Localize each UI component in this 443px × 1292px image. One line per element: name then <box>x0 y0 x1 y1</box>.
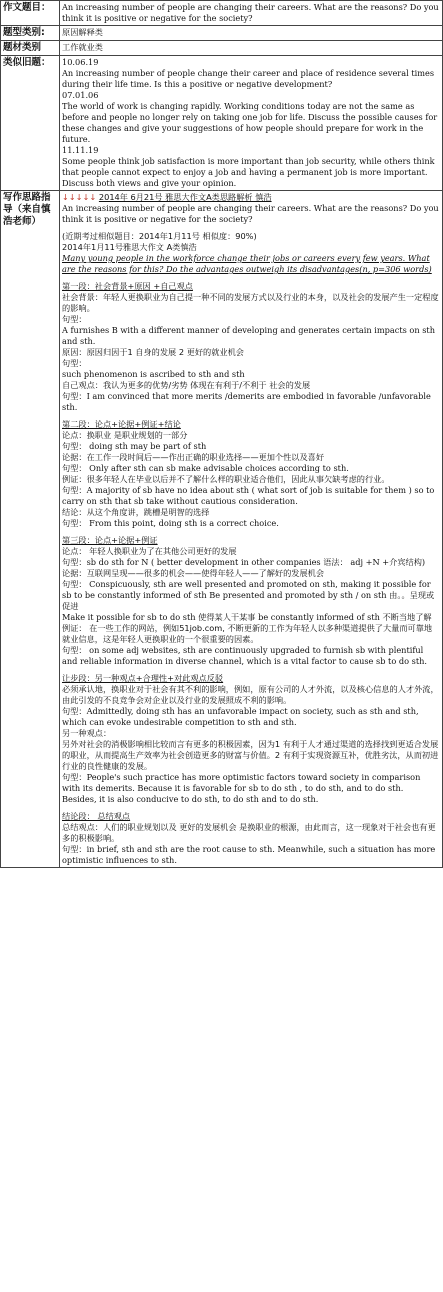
para2-line: 句型： doing sth may be part of sth <box>62 441 207 451</box>
para4-heading: 让步段：另一种观点+合理性+对此观点反驳 <box>62 673 224 683</box>
type-text: 原因解释类 <box>60 26 443 41</box>
para1-heading: 第一段：社会背景+原因 +自己观点 <box>62 281 193 291</box>
material-text: 工作就业类 <box>60 41 443 56</box>
para1-line: A furnishes B with a different manner of developing and generates certain impacts on sth and sth. <box>62 325 435 346</box>
similar-question: An increasing number of people change their career and place of residence several times during their life time. Is this a positive or negative development? <box>62 68 435 89</box>
label-type: 题型类别: <box>1 26 60 41</box>
para2-line: 论据：在工作一段时间后——作出正确的职业选择——更加个性以及喜好 <box>62 452 325 462</box>
para2-line: 句型： From this point, doing sth is a correct choice. <box>62 518 279 528</box>
para3-line: 句型：sb do sth for N ( better development in other companies 语法： adj +N +介宾结构) <box>62 557 426 567</box>
row-similar <box>1 56 443 191</box>
para4-line: 必须承认地，换职业对于社会有其不利的影响，例如，原有公司的人才外流，以及核心信息的人才外流，由此引发的不良竞争会对企业以及行业的发展照成不利的影响。 <box>62 684 439 705</box>
para3-line: Make it possible for sb to do sth 使得某人干某事 be constantly informed of sth 不断当地了解 <box>62 612 432 622</box>
para2-line: 结论：从这个角度讲，跳槽是明智的选择 <box>62 507 210 517</box>
para1-line: 自己观点：我认为更多的优势/劣势 体现在有利于/不利于 社会的发展 <box>62 380 311 390</box>
guide-topic: An increasing number of people are changing their careers. What are the reasons? Do you think it is positive or negative for the society? <box>62 203 439 224</box>
para2-heading: 第二段：论点+论据+例证+结论 <box>62 419 181 429</box>
para4-line: 句型：People's such practice has more optimistic factors toward society in comparison with its demerits. Because it is favorable for sb to do sth , to do sth, and to do sth. Besides, it is also conducive to do sth, to do sth and to do sth. <box>62 772 421 804</box>
label-similar: 类似旧题： <box>1 56 60 191</box>
para1-line: 社会背景：年轻人更换职业为自己提一种不同的发展方式以及行业的本身，以及社会的发展产生一定程度的影响。 <box>62 292 439 313</box>
para3-line: 句型： on some adj websites, sth are continuously upgraded to furnish sb with plentiful and reliable information in diverse channel, which is a vital factor to cause sb to do sth. <box>62 645 428 666</box>
para3-line: 句型： Conspicuously, sth are well presented and promoted on sth, making it possible for sb to be constantly informed of sth Be presented and promoted by sth / on sth 由。。呈现或促进 <box>62 579 435 611</box>
para2-line: 句型： Only after sth can sb make advisable choices according to sth. <box>62 463 349 473</box>
row-topic <box>1 1 443 26</box>
para2-line: 句型：A majority of sb have no idea about sth ( what sort of job is suitable for them ) so to carry on sth that sb take without cautious consideration. <box>62 485 435 506</box>
para3-line: 论据：互联网呈现——很多的机会——使得年轻人——了解好的发展机会 <box>62 568 325 578</box>
recent-question: Many young people in the workforce change their jobs or careers every few years. What are the reasons for this? Do the advantages outweigh its disadvantages(n, p=306 words) <box>62 253 432 274</box>
para1-line: 句型：I am convinced that more merits /demerits are embodied in favorable /unfavorable sth. <box>62 391 431 412</box>
label-topic: 作文题目： <box>1 1 60 26</box>
bullet-marks-icon: ↓↓↓↓↓ <box>62 192 99 202</box>
para2-line: 论点：换职业 是职业规划的一部分 <box>62 430 188 440</box>
recent-date: 2014年1月11号雅思大作文 A类慎浩 <box>62 242 197 252</box>
guide-content <box>60 191 443 868</box>
conclusion-heading: 结论段： 总结观点 <box>62 811 131 821</box>
similar-date: 07.01.06 <box>62 90 99 100</box>
para1-line: such phenomenon is ascribed to sth and sth <box>62 369 245 379</box>
para3-line: 例证： 在一些工作的网站，例如51job.com, 不断更新的工作为年轻人以多种渠道提供了大量而可靠地就业信息，这是年轻人更换职业的一个很重要的因素。 <box>62 623 433 644</box>
label-guide: 写作思路指导（来自慎浩老师） <box>1 191 60 868</box>
label-material: 题材类别 <box>1 41 60 56</box>
para4-line: 另一种观点： <box>62 728 112 738</box>
para2-line: 例证：很多年轻人在毕业以后并不了解什么样的职业适合他们，因此从事欠缺考虑的行业。 <box>62 474 390 484</box>
conclusion-line: 句型：in brief, sth and sth are the root cause to sth. Meanwhile, such a situation has more optimistic influences to sth. <box>62 844 436 865</box>
similar-date: 11.11.19 <box>62 145 99 155</box>
para3-heading: 第三段：论点+论据+例证 <box>62 535 158 545</box>
para4-line: 句型：Admittedly, doing sth has an unfavorable impact on society, such as sth and sth, which can evoke undesirable competition to sth and sth. <box>62 706 419 727</box>
conclusion-line: 总结观点：人们的职业规划以及 更好的发展机会 是换职业的根源，由此而言，这一现象对于社会也有更多的积极影响。 <box>62 822 436 843</box>
similar-question: Some people think job satisfaction is more important than job security, while others think that people cannot expect to enjoy a job and having a permanent job is more important. Discuss both views and give your opinion. <box>62 156 435 188</box>
similar-date: 10.06.19 <box>62 57 99 67</box>
topic-text: An increasing number of people are changing their careers. What are the reasons? Do you think it is positive or negative for the society? <box>60 1 443 26</box>
similar-list <box>60 56 443 191</box>
row-guide <box>1 191 443 868</box>
para3-line: 论点： 年轻人换职业为了在其他公司更好的发展 <box>62 546 237 556</box>
similar-question: The world of work is changing rapidly. Working conditions today are not the same as before and people no longer rely on taking one job for life. Discuss the possible causes for these changes and give your suggestions of how people should prepare for work in the future. <box>62 101 438 144</box>
para1-line: 句型： <box>62 358 87 368</box>
para1-line: 句型： <box>62 314 87 324</box>
row-type <box>1 26 443 41</box>
recent-title: (近期考过相似题目：2014年1月11号 相似度：90%) <box>62 231 257 241</box>
para1-line: 原因：原因归因于1 自身的发展 2 更好的就业机会 <box>62 347 244 357</box>
row-material <box>1 41 443 56</box>
para4-line: 另外对社会的消极影响相比较而言有更多的积极因素，因为1 有利于人才通过渠道的选择找到更适合发展的职业，从而提高生产效率为社会创造更多的财富与价值。2 有利于实现资源互补，优胜劣汰，从而初进行业的良性健康的发展。 <box>62 739 439 771</box>
guide-header: ↓↓↓↓↓ 2014年 6月21号 雅思大作文A类思路解析 慎浩 <box>62 192 272 202</box>
